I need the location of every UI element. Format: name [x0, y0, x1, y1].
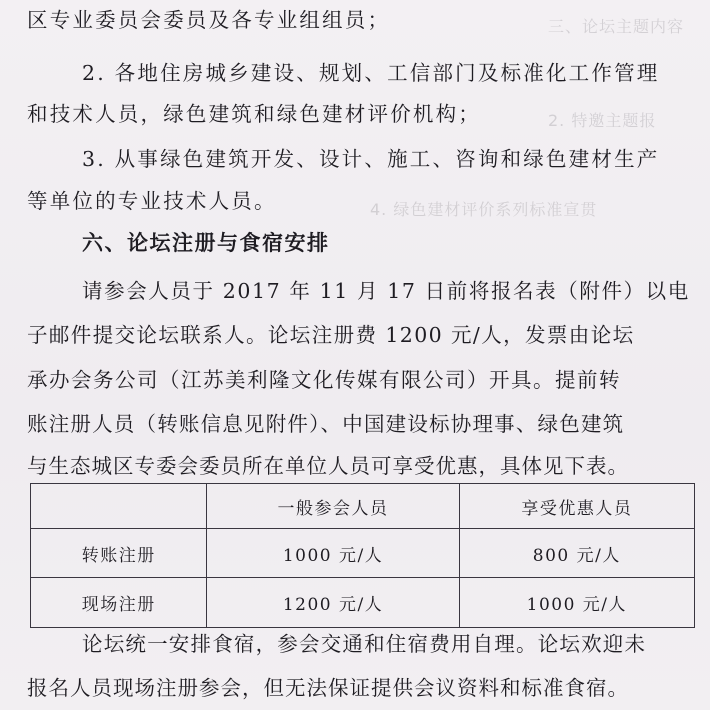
- table-header-cell: [31, 484, 207, 529]
- text-line: 子邮件提交论坛联系人。论坛注册费 1200 元/人，发票由论坛: [27, 323, 635, 347]
- table-header-row: [31, 484, 695, 529]
- text-line: 等单位的专业技术人员。: [27, 189, 277, 213]
- discount-fee-cell: 800 元/人: [459, 529, 694, 578]
- table-row: [31, 578, 695, 628]
- registration-fee-table: [30, 483, 695, 628]
- bleed-through-text: 2. 特邀主题报: [548, 111, 657, 130]
- text-line: 论坛统一安排食宿，参会交通和住宿费用自理。论坛欢迎未: [82, 632, 647, 656]
- bleed-through-text: 三、论坛主题内容: [548, 17, 685, 36]
- table-header-cell: 享受优惠人员: [459, 484, 694, 529]
- section-heading: 六、论坛注册与食宿安排: [82, 231, 330, 255]
- text-line: 账注册人员（转账信息见附件）、中国建设标协理事、绿色建筑: [27, 412, 625, 436]
- text-line: 请参会人员于 2017 年 11 月 17 日前将报名表（附件）以电: [82, 279, 690, 303]
- table-header-cell: 一般参会人员: [207, 484, 459, 529]
- text-line: 区专业委员会委员及各专业组组员；: [27, 8, 391, 32]
- text-line: 报名人员现场注册参会，但无法保证提供会议资料和标准食宿。: [27, 676, 629, 700]
- text-line: 承办会务公司（江苏美利隆文化传媒有限公司）开具。提前转: [27, 368, 621, 392]
- general-fee-cell: 1000 元/人: [207, 529, 459, 578]
- text-line: 2. 各地住房城乡建设、规划、工信部门及标准化工作管理: [82, 61, 660, 85]
- text-line: 与生态城区专委会委员所在单位人员可享受优惠，具体见下表。: [27, 454, 629, 478]
- text-line: 3. 从事绿色建筑开发、设计、施工、咨询和绿色建材生产: [82, 147, 660, 171]
- general-fee-cell: 1200 元/人: [207, 578, 459, 628]
- table-row: [31, 529, 695, 578]
- row-label-cell: 转账注册: [31, 529, 207, 578]
- discount-fee-cell: 1000 元/人: [459, 578, 694, 628]
- row-label-cell: 现场注册: [31, 578, 207, 628]
- bleed-through-text: 4. 绿色建材评价系列标准宣贯: [370, 200, 598, 219]
- text-line: 和技术人员，绿色建筑和绿色建材评价机构；: [27, 102, 481, 126]
